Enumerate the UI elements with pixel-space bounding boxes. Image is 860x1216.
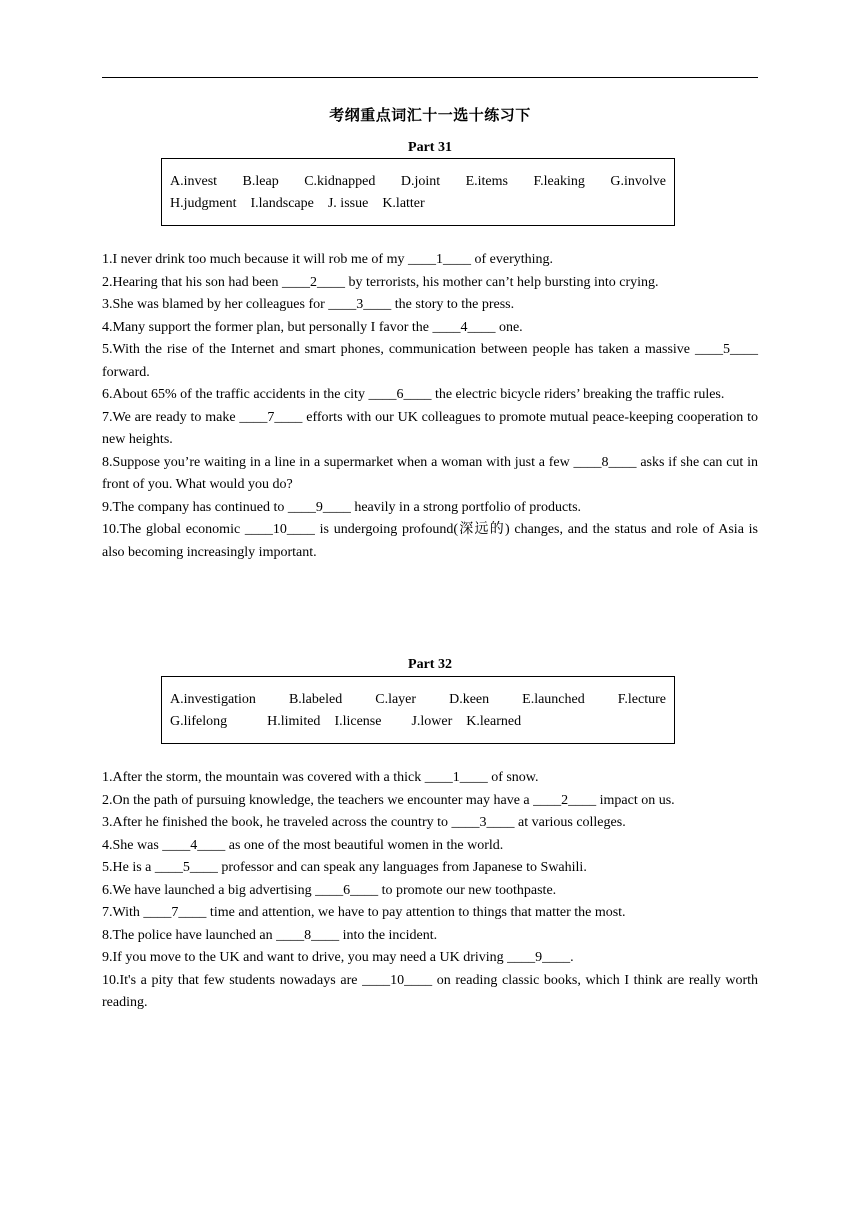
word-option: E.items	[465, 174, 508, 189]
question-item: 5.With the rise of the Internet and smart phones, communication between people has taken a massive ____5____ forward.	[102, 342, 758, 380]
word-option: K.learned	[466, 714, 522, 729]
part-32-heading: Part 32	[408, 657, 452, 672]
part-32-word-box	[161, 676, 675, 744]
question-item: 8.Suppose you’re waiting in a line in a supermarket when a woman with just a few ____8____ asks if she can cut in front of you. What would you do?	[102, 454, 758, 492]
question-item: 7.With ____7____ time and attention, we have to pay attention to things that matter the most.	[102, 905, 626, 920]
question-item: 8.The police have launched an ____8____ into the incident.	[102, 927, 438, 943]
word-option: G.involve	[610, 174, 666, 189]
question-item: 9.If you move to the UK and want to drive, you may need a UK driving ____9____.	[102, 950, 574, 965]
document-title: 考纲重点词汇十一选十练习下	[329, 106, 531, 124]
word-option: H.judgment	[170, 196, 237, 211]
word-option: J.lower	[411, 714, 453, 729]
word-option: A.invest	[170, 174, 218, 189]
word-option: F.leaking	[533, 174, 585, 189]
word-option: I.landscape	[250, 196, 314, 211]
word-option: B.labeled	[288, 692, 343, 707]
question-item: 6.We have launched a big advertising ____6____ to promote our new toothpaste.	[102, 882, 557, 898]
question-item: 4.She was ____4____ as one of the most beautiful women in the world.	[102, 837, 504, 853]
word-box-line	[170, 193, 666, 215]
question-item: 6.About 65% of the traffic accidents in the city ____6____ the electric bicycle riders’ breaking the traffic rules.	[102, 387, 725, 402]
question-item: 3.She was blamed by her colleagues for ____3____ the story to the press.	[102, 297, 515, 312]
word-option: E.launched	[522, 692, 585, 707]
word-option: J. issue	[327, 196, 369, 211]
word-option: C.kidnapped	[304, 174, 376, 189]
word-option: G.lifelong	[170, 714, 228, 729]
question-item: 4.Many support the former plan, but personally I favor the ____4____ one.	[102, 319, 523, 335]
question-item: 7.We are ready to make ____7____ efforts with our UK colleagues to promote mutual peace-keeping cooperation to new heights.	[102, 409, 758, 447]
word-option: D.joint	[400, 174, 441, 189]
header-rule	[102, 77, 758, 78]
part-31-heading: Part 31	[408, 140, 452, 155]
word-option: F.lecture	[617, 692, 666, 707]
question-item: 5.He is a ____5____ professor and can speak any languages from Japanese to Swahili.	[102, 860, 587, 875]
part-31-word-box	[161, 158, 675, 226]
question-item: 2.Hearing that his son had been ____2____ by terrorists, his mother can’t help bursting into crying.	[102, 274, 659, 290]
question-item: 3.After he finished the book, he traveled across the country to ____3____ at various colleges.	[102, 815, 626, 830]
word-option: I.license	[334, 714, 382, 729]
question-item: 2.On the path of pursuing knowledge, the teachers we encounter may have a ____2____ impact on us.	[102, 792, 675, 808]
word-option: A.investigation	[170, 692, 256, 707]
word-box-line	[170, 711, 666, 733]
word-option: K.latter	[382, 196, 425, 211]
word-option: B.leap	[242, 174, 279, 189]
part-31-questions	[102, 249, 758, 564]
word-box-line	[170, 689, 666, 711]
word-option: C.layer	[375, 692, 417, 707]
question-item: 10.It's a pity that few students nowadays are ____10____ on reading classic books, which I think are really worth reading.	[102, 972, 758, 1010]
part-32-questions	[102, 767, 758, 1015]
word-option: D.keen	[449, 692, 490, 707]
word-box-line	[170, 171, 666, 193]
question-item: 1.After the storm, the mountain was covered with a thick ____1____ of snow.	[102, 770, 539, 785]
question-item: 1.I never drink too much because it will rob me of my ____1____ of everything.	[102, 252, 554, 267]
question-item: 10.The global economic ____10____ is undergoing profound(深远的) changes, and the status and role of Asia is also becoming increasingly important.	[102, 522, 758, 560]
question-item: 9.The company has continued to ____9____ heavily in a strong portfolio of products.	[102, 499, 582, 515]
word-option: H.limited	[267, 714, 321, 729]
